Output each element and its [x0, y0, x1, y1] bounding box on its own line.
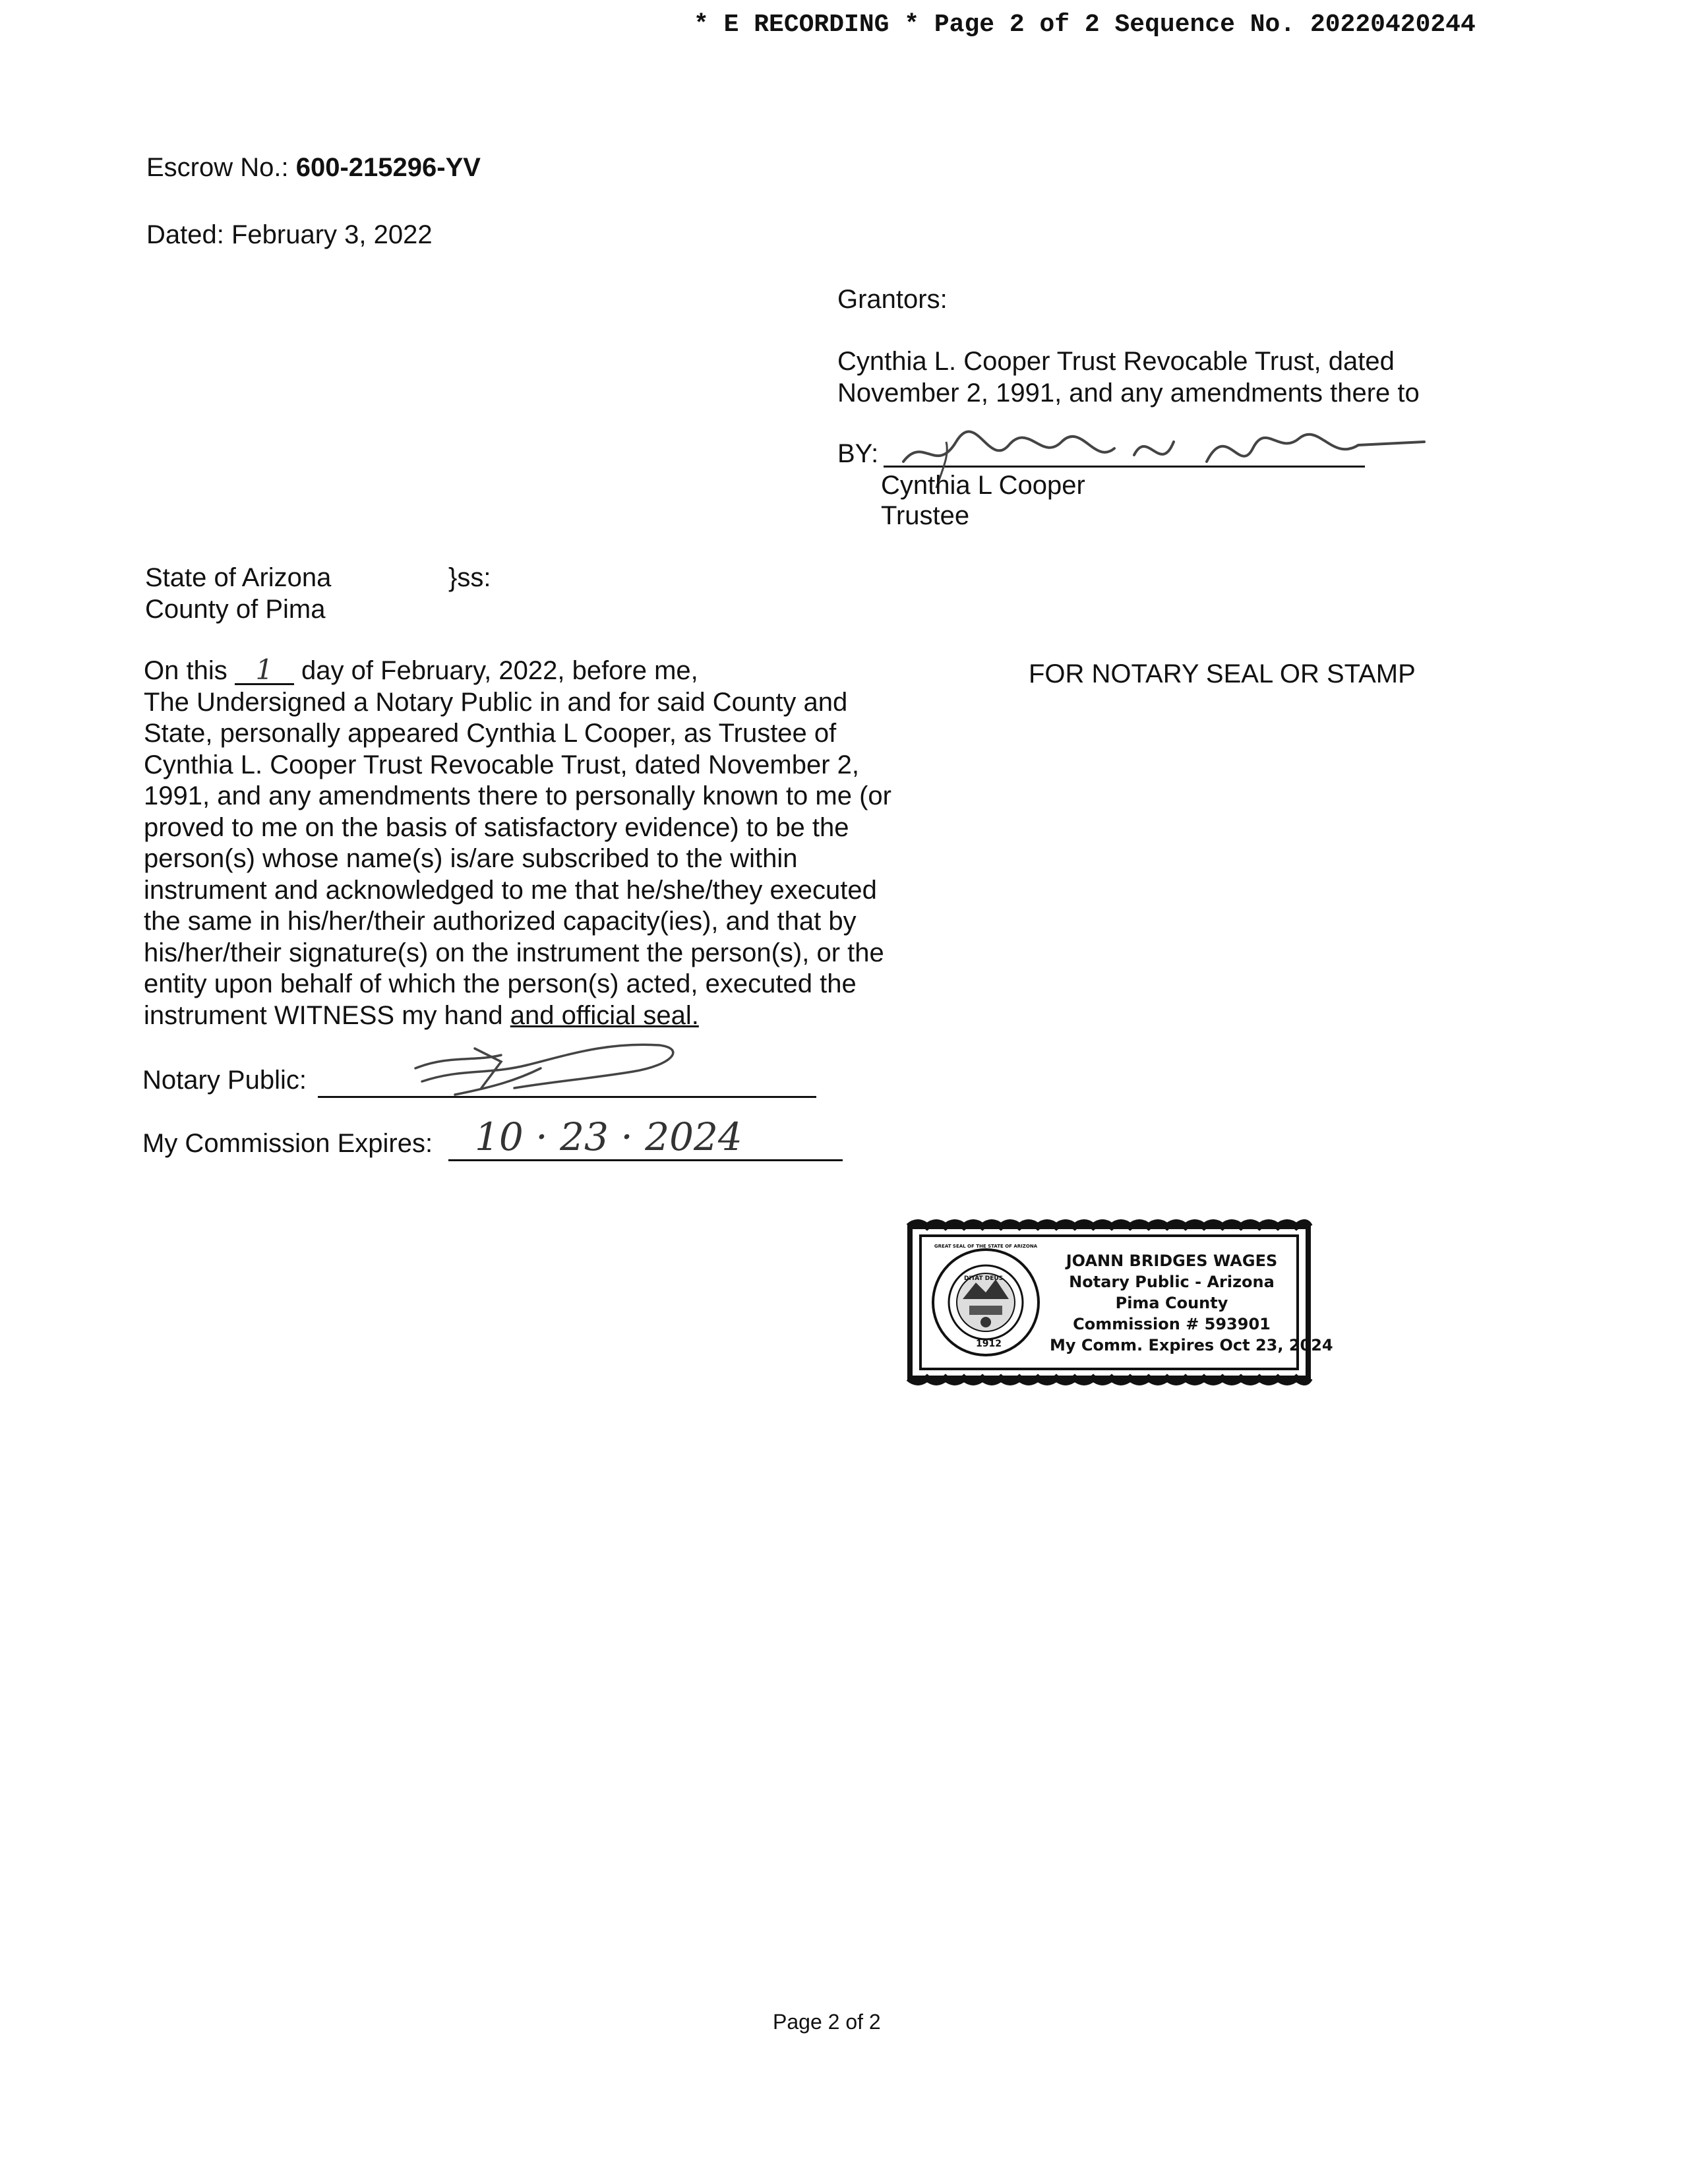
ack-line-first: On this 1 day of February, 2022, before me, [144, 653, 698, 686]
page-number: Page 2 of 2 [773, 2010, 881, 2034]
commission-expires-label: My Commission Expires: [142, 1129, 433, 1158]
stamp-notary-name: JOANN BRIDGES WAGES [1066, 1252, 1278, 1270]
dated-value: February 3, 2022 [231, 220, 433, 249]
seal-ring-text: GREAT SEAL OF THE STATE OF ARIZONA [934, 1244, 1038, 1249]
ack-line: 1991, and any amendments there to personally known to me (or [144, 781, 891, 810]
venue-county: County of Pima [145, 595, 326, 624]
stamp-text [1050, 1250, 1333, 1356]
ack-line: State, personally appeared Cynthia L Cooper, as Trustee of [144, 719, 837, 748]
ack-line: person(s) whose name(s) is/are subscribed to the within [144, 844, 798, 873]
escrow-label: Escrow No.: [146, 153, 289, 182]
acknowledgment-paragraph [144, 655, 981, 1031]
escrow-line [146, 152, 481, 183]
dated-line [146, 219, 433, 251]
venue-ss: }ss: [448, 563, 491, 592]
notary-public-label: Notary Public: [142, 1066, 307, 1095]
venue-state: State of Arizona [145, 563, 332, 592]
signer-title: Trustee [881, 501, 970, 530]
grantors-trust-line-2: November 2, 1991, and any amendments there to [837, 379, 1420, 408]
dated-label: Dated: [146, 220, 224, 249]
arizona-state-seal [930, 1246, 1042, 1358]
commission-expires-line [448, 1159, 843, 1161]
stamp-notary-title: Notary Public - Arizona [1069, 1273, 1275, 1291]
escrow-number: 600-215296-YV [295, 153, 481, 182]
stamp-expiration: My Comm. Expires Oct 23, 2024 [1050, 1336, 1333, 1354]
recording-header: * E RECORDING * Page 2 of 2 Sequence No. 20220420244 [694, 11, 1476, 39]
signer-name: Cynthia L Cooper [881, 471, 1085, 500]
ack-line: proved to me on the basis of satisfactory evidence) to be the [144, 812, 849, 842]
ack-line: The Undersigned a Notary Public in and for said County and [144, 687, 848, 717]
notary-signature [396, 1029, 699, 1108]
ack-line: the same in his/her/their authorized capacity(ies), and that by [144, 907, 857, 936]
by-label: BY: [837, 439, 879, 468]
stamp-commission-number: Commission # 593901 [1073, 1315, 1271, 1333]
ack-line: entity upon behalf of which the person(s) acted, executed the [144, 969, 857, 998]
notary-stamp [905, 1217, 1333, 1387]
notary-seal-label: FOR NOTARY SEAL OR STAMP [1029, 659, 1416, 688]
stamp-county: Pima County [1115, 1294, 1228, 1312]
grantors-heading: Grantors: [837, 285, 948, 314]
ack-day-value: 1 [235, 657, 294, 685]
ack-line: his/her/their signature(s) on the instrument the person(s), or the [144, 938, 884, 967]
ack-line-last: instrument WITNESS my hand and official seal. [144, 1000, 699, 1030]
seal-year: 1912 [976, 1339, 1002, 1349]
seal-motto: DITAT DEUS [964, 1275, 1004, 1282]
commission-expires-value: 10 · 23 · 2024 [475, 1114, 742, 1159]
ack-line: instrument and acknowledged to me that he/she/they executed [144, 875, 877, 905]
grantors-trust-line-1: Cynthia L. Cooper Trust Revocable Trust, dated [837, 347, 1395, 376]
ack-line: Cynthia L. Cooper Trust Revocable Trust, dated November 2, [144, 750, 859, 779]
